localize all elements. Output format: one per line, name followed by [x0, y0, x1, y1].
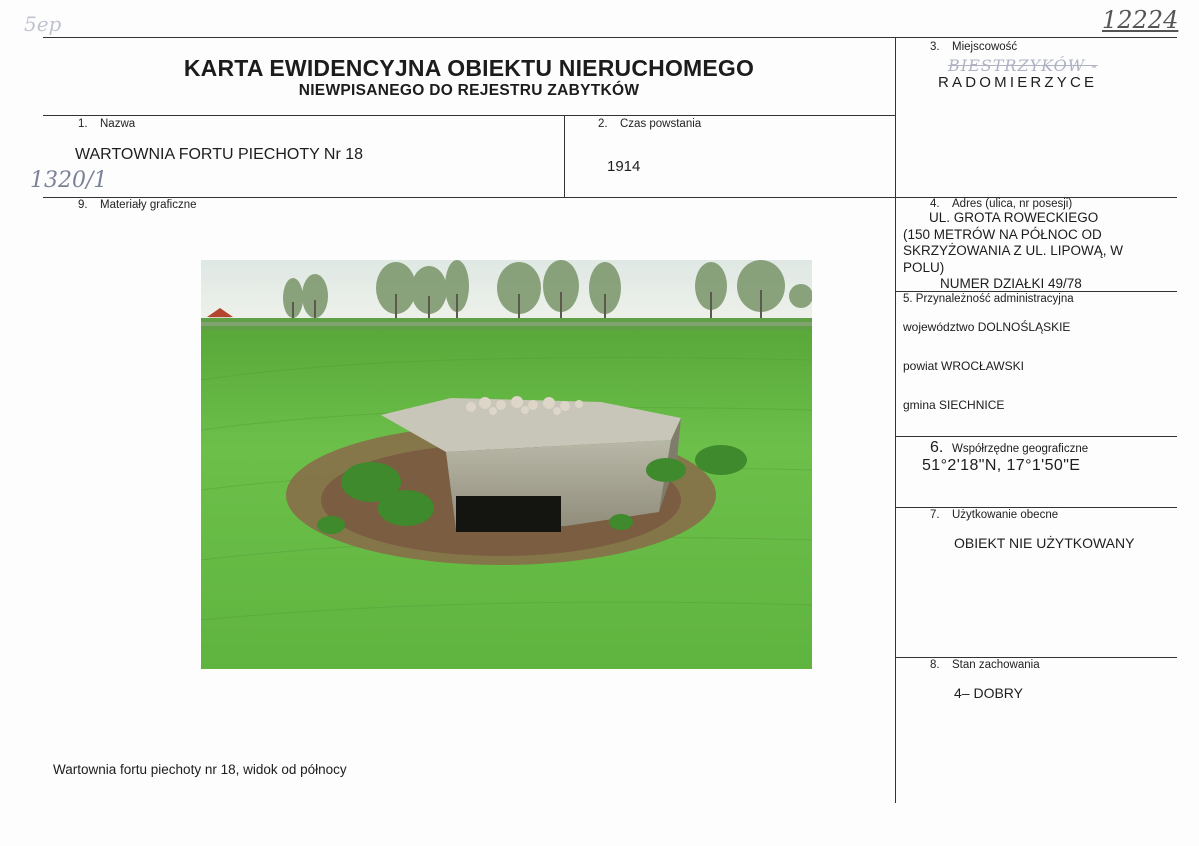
field-8-label: 8. Stan zachowania: [930, 659, 1040, 671]
address-line: SKRZYŻOWANIA Z UL. LIPOWĄ, W: [903, 243, 1124, 258]
address-line: POLU): [903, 259, 945, 275]
field-4-label: 4. Adres (ulica, nr posesji): [930, 198, 1073, 210]
commune-row: gmina SIECHNICE: [903, 398, 1005, 412]
parcel-number: NUMER DZIAŁKI 49/78: [940, 276, 1082, 291]
name-date-divider: [564, 115, 565, 197]
field-8-value: 4– DOBRY: [954, 685, 1023, 701]
address-block: [903, 210, 1177, 293]
field-1-value: WARTOWNIA FORTU PIECHOTY Nr 18: [75, 146, 364, 163]
field-5-label: 5. Przynależność administracyjna: [903, 293, 1074, 305]
voivodeship-value: DOLNOŚLĄSKIE: [977, 320, 1071, 334]
admin-bottom-line: [895, 436, 1177, 437]
header-bottom-line: [43, 115, 895, 116]
county-row: powiat WROCŁAWSKI: [903, 359, 1024, 373]
address-line: UL. GROTA ROWECKIEGO: [929, 210, 1099, 225]
right-column-divider: [895, 37, 896, 803]
photo-illustration: [201, 260, 812, 669]
handwritten-inventory-number: 12224: [1102, 6, 1179, 34]
page-title: KARTA EWIDENCYJNA OBIEKTU NIERUCHOMEGO: [183, 55, 755, 81]
field-2-label: 2. Czas powstania: [598, 118, 702, 130]
voivodeship-row: województwo DOLNOŚLĄSKIE: [903, 320, 1071, 334]
address-line: (150 METRÓW NA PÓŁNOC OD: [903, 226, 1102, 242]
field-7-value: OBIEKT NIE UŻYTKOWANY: [954, 535, 1135, 551]
photo-caption: Wartownia fortu piechoty nr 18, widok od północy: [53, 762, 347, 777]
field-1-label: 1. Nazwa: [78, 118, 136, 130]
field-3-value: RADOMIERZYCE: [938, 74, 1098, 91]
coords-bottom-line: [895, 507, 1177, 508]
county-value: WROCŁAWSKI: [941, 359, 1024, 373]
field-9-label: 9. Materiały graficzne: [78, 199, 197, 211]
bunker-photo: [201, 260, 812, 669]
field-6-label: 6. Współrzędne geograficzne: [930, 439, 1089, 456]
handwritten-mark: 5ep: [24, 12, 62, 36]
field-6-value: 51°2'18"N, 17°1'50"E: [922, 457, 1081, 474]
handwritten-parcel-number: 1320/1: [30, 168, 108, 193]
field-2-value: 1914: [607, 158, 641, 175]
commune-value: SIECHNICE: [939, 398, 1005, 412]
struck-place-name: BIESTRZYKÓW -: [948, 56, 1098, 75]
field-7-label: 7. Użytkowanie obecne: [930, 509, 1059, 521]
page-subtitle: NIEWPISANEGO DO REJESTRU ZABYTKÓW: [298, 82, 640, 99]
usage-bottom-line: [895, 657, 1177, 658]
field-3-label: 3. Miejscowość: [930, 41, 1018, 53]
top-border: [43, 37, 1177, 38]
